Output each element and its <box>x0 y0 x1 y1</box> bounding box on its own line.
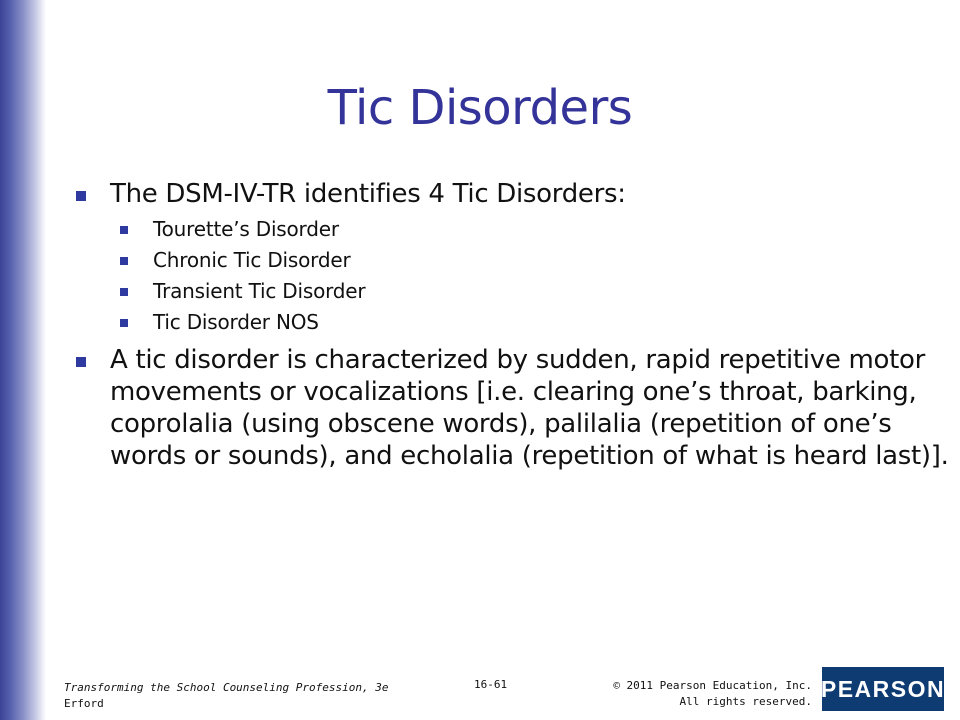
bullet-text: A tic disorder is characterized by sudden, rapid repetitive motor movements or vocalizations [i.e. clearing one’s throat, barking, coprolalia (using obscene words), palilalia (repetition of one’s words or sounds), and echolalia (repetition of what is heard last)]. <box>110 345 949 471</box>
sub-bullet-text: Transient Tic Disorder <box>153 279 366 303</box>
sub-bullet-item <box>120 307 956 338</box>
sub-bullet-item <box>120 214 956 245</box>
sub-bullet-list <box>120 214 956 338</box>
square-bullet-icon <box>120 319 128 327</box>
sub-bullet-item <box>120 276 956 307</box>
footer-copyright <box>613 678 812 710</box>
square-bullet-icon <box>76 191 86 201</box>
sub-bullet-text: Tic Disorder NOS <box>153 310 319 334</box>
square-bullet-icon <box>120 226 128 234</box>
footer-book-title: Transforming the School Counseling Profession, 3e <box>64 681 389 694</box>
footer-page-number: 16-61 <box>474 678 508 691</box>
square-bullet-icon <box>120 257 128 265</box>
rights-line: All rights reserved. <box>679 695 812 708</box>
bullet-item <box>76 178 956 210</box>
square-bullet-icon <box>76 357 86 367</box>
square-bullet-icon <box>120 288 128 296</box>
sub-bullet-item <box>120 245 956 276</box>
bullet-text: The DSM-IV-TR identifies 4 Tic Disorders: <box>110 179 626 209</box>
bullet-item <box>76 344 956 472</box>
slide-title: Tic Disorders <box>327 80 633 136</box>
logo-text: PEARSON <box>820 675 946 702</box>
footer-author: Erford <box>64 697 104 710</box>
pearson-logo <box>822 667 944 711</box>
slide-content <box>76 178 956 472</box>
sub-bullet-text: Tourette’s Disorder <box>153 217 339 241</box>
copyright-line: © 2011 Pearson Education, Inc. <box>613 679 812 692</box>
sub-bullet-text: Chronic Tic Disorder <box>153 248 351 272</box>
